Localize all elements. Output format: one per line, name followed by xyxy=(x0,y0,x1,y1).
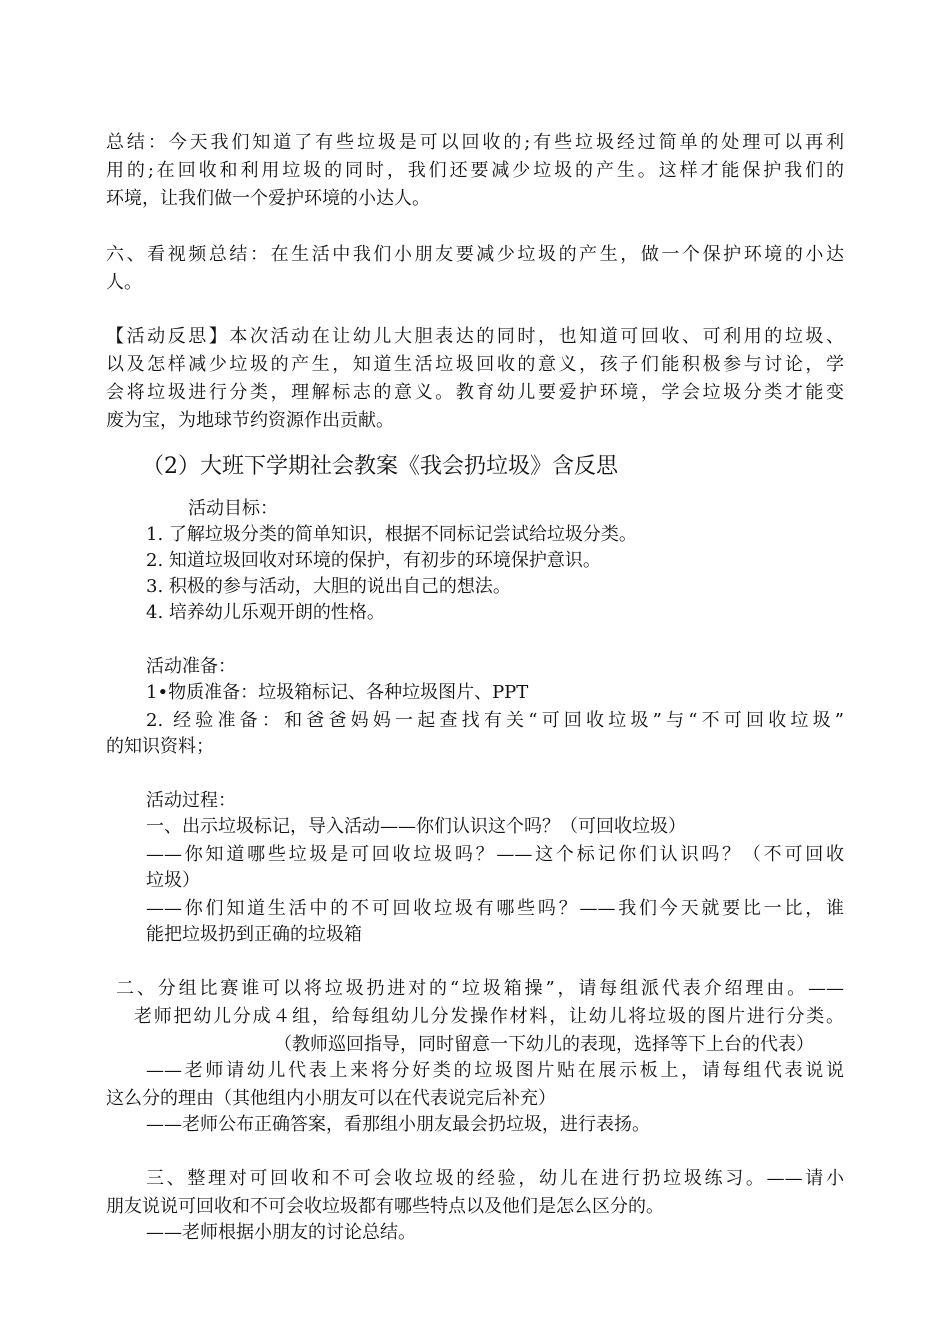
step3-line-1: 三、整理对可回收和不可会收垃圾的经验，幼儿在进行扔垃圾练习。——请小 xyxy=(146,1168,844,1189)
prep-item-1: 1•物质准备：垃圾箱标记、各种垃圾图片、PPT xyxy=(146,682,529,703)
step1-line-3: 垃圾） xyxy=(146,870,200,891)
step1-line-1: 一、出示垃圾标记，导入活动——你们认识这个吗？（可回收垃圾） xyxy=(146,816,686,837)
goal-item-2: 2. 知道垃圾回收对环境的保护，有初步的环境保护意识。 xyxy=(146,550,601,571)
prep-item-2-line-2: 的知识资料； xyxy=(106,736,214,757)
step1-line-2: ——你知道哪些垃圾是可回收垃圾吗？——这个标记你们认识吗？（不可回收 xyxy=(146,844,844,865)
step2-line-5: 这么分的理由（其他组内小朋友可以在代表说完后补充） xyxy=(106,1088,556,1109)
process-heading: 活动过程： xyxy=(146,790,236,811)
goal-item-4: 4. 培养幼儿乐观开朗的性格。 xyxy=(146,602,385,623)
reflection-line-2: 以及怎样减少垃圾的产生，知道生活垃圾回收的意义，孩子们能积极参与讨论，学 xyxy=(106,354,844,375)
step3-line-2: 朋友说说可回收和不可会收垃圾都有哪些特点以及他们是怎么区分的。 xyxy=(106,1196,664,1217)
summary-line-1: 总结：今天我们知道了有些垃圾是可以回收的;有些垃圾经过简单的处理可以再利 xyxy=(106,132,844,153)
step3-line-3: ——老师根据小朋友的讨论总结。 xyxy=(146,1222,416,1243)
step2-line-1: 二、分组比赛谁可以将垃圾扔进对的“垃圾箱操”，请每组派代表介绍理由。—— xyxy=(116,978,844,999)
step2-line-4: ——老师请幼儿代表上来将分好类的垃圾图片贴在展示板上，请每组代表说说 xyxy=(146,1060,844,1081)
reflection-line-4: 废为宝，为地球节约资源作出贡献。 xyxy=(106,410,394,431)
section-six-line-2: 人。 xyxy=(106,272,142,293)
goals-heading: 活动目标： xyxy=(188,498,278,519)
reflection-line-3: 会将垃圾进行分类，理解标志的意义。教育幼儿要爱护环境，学会垃圾分类才能变 xyxy=(106,382,844,403)
goal-item-1: 1. 了解垃圾分类的简单知识，根据不同标记尝试给垃圾分类。 xyxy=(146,524,637,545)
step2-line-6: ——老师公布正确答案，看那组小朋友最会扔垃圾，进行表扬。 xyxy=(146,1114,650,1135)
step1-line-5: 能把垃圾扔到正确的垃圾箱 xyxy=(146,924,362,945)
step2-line-3: （教师巡回指导，同时留意一下幼儿的表现，选择等下上台的代表） xyxy=(274,1034,814,1055)
prep-heading: 活动准备： xyxy=(146,656,236,677)
prep-item-2-line-1: 2. 经验准备：和爸爸妈妈一起查找有关“可回收垃圾”与“不可回收垃圾” xyxy=(146,710,844,731)
step2-line-2: 老师把幼儿分成４组，给每组幼儿分发操作材料，让幼儿将垃圾的图片进行分类。 xyxy=(134,1006,844,1027)
summary-line-2: 用的;在回收和利用垃圾的同时，我们还要减少垃圾的产生。这样才能保护我们的 xyxy=(106,160,844,181)
goal-item-3: 3. 积极的参与活动，大胆的说出自己的想法。 xyxy=(146,576,511,597)
reflection-line-1: 【活动反思】本次活动在让幼儿大胆表达的同时，也知道可回收、可利用的垃圾、 xyxy=(106,326,844,347)
summary-line-3: 环境，让我们做一个爱护环境的小达人。 xyxy=(106,188,430,209)
step1-line-4: ——你们知道生活中的不可回收垃圾有哪些吗？——我们今天就要比一比，谁 xyxy=(146,898,844,919)
section-six-line-1: 六、看视频总结：在生活中我们小朋友要减少垃圾的产生，做一个保护环境的小达 xyxy=(106,244,844,265)
lesson-title: （2）大班下学期社会教案《我会扔垃圾》含反思 xyxy=(142,454,618,479)
